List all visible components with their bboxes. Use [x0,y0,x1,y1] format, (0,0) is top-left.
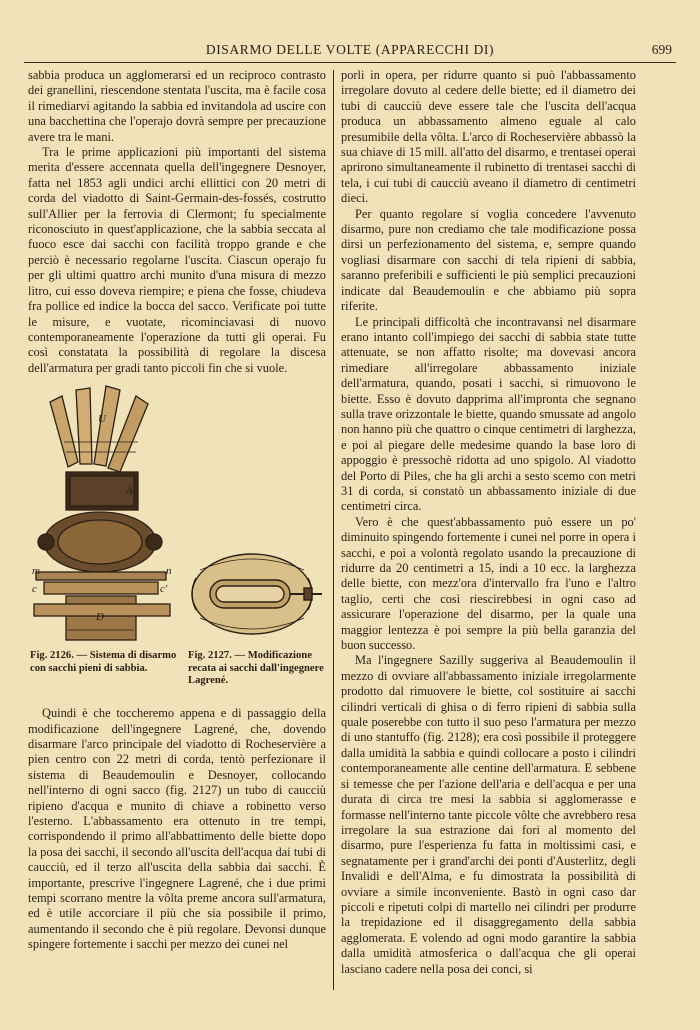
figure-2127-caption [188,650,326,688]
paragraph: Tra le prime applicazioni più importanti del sistema merita d'essere accennata quella dell'ingegnere Desnoyer, fatta nel 1853 agli undici archi ellittici con 20 metri di corda del viadotto di Saint-Germain-des-fossés, costrutto sull'Allier per la ferrovia di Clermont; fu specialmente riconosciuto in quest'applicazione, che la sabbia seccata al fuoco esce dai sacchi con facilità troppo grande e che perciò è necessario regolarne l'uscita. Ciascun operajo fu per gli ultimi quattro archi munito d'una misura di mezzo litro, cui esso doveva riempire; e piena che fosse, chiudeva fra pollice ed indice la bocca del sacco. Verificate poi tutte le misure, e vuotate, ricominciavasi di nuovo contemporaneamente l'operazione da tutti gli operai. Fu così constatata la possibilità di regolare la discesa dell'armatura per gradi tanto piccoli fin che si vuole. [28,145,326,375]
fig-label-m: m [32,565,40,578]
caption-number: Fig. 2127. [188,650,232,662]
paragraph: Le principali difficoltà che incontravansi nel disarmare erano intanto coll'impiego dei sacchi di sabbia state tutte attenuate, se non affatto risolte; ma dovevasi ancora rimediare all'irregolare abbassamento iniziale dell'armatura, quando, posati i sacchi, si rimuovono le biette. Esso è dovuto dapprima all'impronta che segnano sulla trave orizzontale le biette, quando smussate ad angolo non hanno più che quattro o cinque centimetri di larghezza, e poi al piegare delle medesime quando la base loro di appoggio è pressochè ridotta ad uno spigolo. Al viadotto del Porto di Piles, che ha gli archi a sesto scemo con metri 31 di corda, si constatò un abbassamento iniziale di due centimetri circa. [341,314,636,514]
figure-2127-illustration [180,542,326,642]
paragraph: Quindi è che toccheremo appena e di passaggio della modificazione dell'ingegnere Lagrené, che, dovendo disarmare l'arco principale del viadotto di Rocheservière a pien centro con 22 metri di corda, tentò perfezionare il sistema di Beaudemoulin e Desnoyer, collocando nell'interno di ogni sacco (fig. 2127) un tubo di caucciù ripieno d'acqua e munito di chiave a robinetto verso l'esterno. L'abbassamento era ottenuto in tre tempi, corrispondendo il primo all'abbattimento delle biette dopo la posa dei sacchi, il secondo all'uscita dell'acqua dai tubi di caucciù, ed il terzo all'uscita della sabbia dai sacchi. È importante, prescrive l'ingegnere Lagrené, che i due primi tempi scorrano mentre la vôlta preme ancora sull'armatura, ed è utile accorciare il più che sia possibile il primo, aumentando il secondo che è più regolare. Devonsi dunque spingere fortemente i sacchi per mezzo dei cunei nel [28,706,326,952]
figures-block [28,382,326,702]
right-column [341,68,636,977]
fig-label-U: U [98,413,106,426]
fig-label-A: A [126,485,133,498]
paragraph: sabbia produca un agglomerarsi ed un reciproco contrasto dei granellini, riescendone stentata l'uscita, ma è facile cosa il rimediarvi agitando la sabbia ed invitandola ad uscire con una bacchettina che l'operajo dovrà sempre per precauzione avere tra le mani. [28,68,326,144]
column-divider [333,70,334,990]
caption-text: — Sistema di disarmo con sacchi pieni di sabbia. [30,650,177,674]
paragraph: Vero è che quest'abbassamento può essere un po' diminuito spingendo fortemente i cunei nel porre in opera i sacchi, e poi a volontà regolato usando la precauzione di ridurre da 20 centimetri a 15, indi a 10 ecc. la larghezza delle biette, con mezz'ora d'intervallo fra l'uno e l'altro taglio, certi che così riescirebbesi in ogni caso ad assicurare l'operazione del disarmo, per la quale una maggior lentezza è poi sempre la più bella garanzia del buon successo. [341,514,636,653]
paragraph: Per quanto regolare si voglia concedere l'avvenuto disarmo, pure non crediamo che tale modificazione possa dirsi un perfezionamento del sistema, e, sempre quando vogliasi disarmare con sacchi di tela ripieni di sabbia, saranno preferibili e sufficienti le più semplici precauzioni indicate dal Beaudemoulin e che abbiamo più sopra riferite. [341,206,636,314]
caption-text: — Modificazione recata ai sacchi dall'ingegnere Lagrené. [188,650,324,687]
paragraph: Ma l'ingegnere Sazilly suggeriva al Beaudemoulin il mezzo di ovviare all'abbassamento iniziale irregolarmente prodotto dal rimuovere le biette, col sostituire ai sacchi cilindri verticali di ghisa o di ferro ripieni di sabbia sulla quale poserebbe con tutto il suo peso l'armatura per mezzo di uno stantuffo (fig. 2128); era così possibile il proteggere dalla umidità la sabbia e quindi collocare a posto i cilindri contemporaneamente alle centine dell'armatura. E sebbene si temesse che per l'azione dell'aria e dell'acqua e per una durata di circa tre mesi la sabbia si agglomerasse e formasse nell'interno tante piccole vôlte che avrebbero resa irregolare la sua estrazione dai fori al momento del disarmo, pure l'esperienza fu fatta in moltissimi casi, e segnatamente per i grand'archi dei ponti d'Austerlitz, degli Invalidi e dell'Alma, e fu dimostrata la possibilità di ovviare a simile inconveniente. Bastò in ogni caso dar piccoli e ripetuti colpi di martello nei cilindri per produrre la trepidazione ed il disaggregamento della sabbia agglomerata. E volendo ad ogni modo garantire la sabbia dalla umidità atmosferica o dall'acqua che gli operai lasciano cadere nella posa dei conci, si [341,653,636,976]
fig-label-D: D [96,611,104,624]
figure-2126-caption [30,650,180,675]
fig-label-c: c [32,583,37,596]
header-title: DISARMO DELLE VOLTE (APPARECCHI DI) [205,42,495,57]
caption-number: Fig. 2126. [30,650,74,662]
running-header [24,34,676,63]
page-number: 699 [651,42,672,57]
left-column [28,68,326,953]
figure-2126-illustration [28,382,176,644]
paragraph: porli in opera, per ridurre quanto si può l'abbassamento irregolare dovuto al cedere delle biette; ed il diametro dei tubi di caucciù deve essere tale che l'uscita dell'acqua produca un abbassamento almeno eguale al calo presumibile della vôlta. L'arco di Rocheservière abbassò la sua chiave di 15 mill. all'atto del disarmo, e trentasei operai aprirono simultaneamente il rubinetto di trentasei sacchi di tela, i cui tubi di caucciù aveano il diametro di centimetri dieci. [341,68,636,206]
fig-label-c-prime: c' [160,583,168,596]
fig-label-n: n [166,565,172,578]
